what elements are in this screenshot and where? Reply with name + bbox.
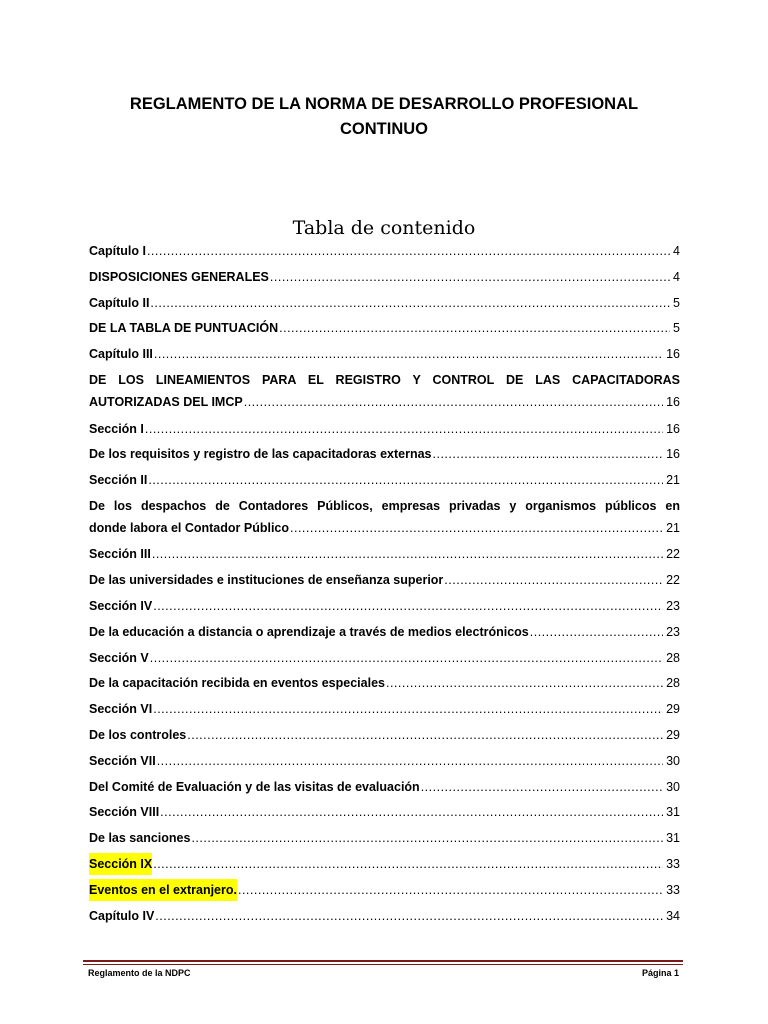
toc-page-number: 21: [666, 473, 680, 488]
toc-page-number: 21: [666, 520, 680, 535]
toc-entry[interactable]: [89, 750, 680, 772]
toc-entry-text: Sección I: [89, 421, 144, 436]
toc-page-number: 30: [666, 753, 680, 768]
toc-dot-leader: [191, 827, 663, 849]
toc-entry[interactable]: [89, 879, 680, 901]
toc-entry[interactable]: [89, 724, 680, 746]
toc-entry[interactable]: [89, 621, 680, 643]
toc-dot-leader: [150, 292, 670, 314]
toc-dot-leader: [386, 672, 663, 694]
toc-page-number: 23: [666, 599, 680, 613]
footer-rule-thick: [83, 960, 683, 962]
toc-dot-leader: [279, 317, 670, 339]
toc-page-number: 4: [673, 244, 680, 258]
toc-entry-text: De la capacitación recibida en eventos especiales: [89, 676, 385, 691]
document-title-line-1: REGLAMENTO DE LA NORMA DE DESARROLLO PROFESIONAL: [129, 95, 639, 113]
toc-entry[interactable]: [89, 801, 680, 823]
toc-page-number: 23: [666, 624, 680, 639]
toc-entry[interactable]: [89, 647, 680, 669]
toc-entry-text: Sección V: [89, 650, 149, 665]
toc-page-number: 5: [673, 295, 680, 310]
toc-entry-text: Sección VI: [89, 702, 153, 717]
toc-page-number: 5: [673, 321, 680, 336]
toc-dot-leader: [150, 647, 663, 669]
toc-entry[interactable]: [89, 292, 680, 314]
toc-page-number: 22: [666, 573, 680, 588]
toc-entry[interactable]: [89, 672, 680, 694]
toc-page-number: 33: [666, 857, 680, 871]
toc-dot-leader: [153, 595, 663, 617]
toc-entry[interactable]: [89, 776, 680, 798]
toc-entry[interactable]: [89, 443, 680, 465]
toc-entry[interactable]: [89, 469, 680, 491]
toc-entry-text: De las sanciones: [89, 831, 191, 846]
toc-dot-leader: [530, 621, 663, 643]
toc-page-number: 16: [666, 421, 680, 436]
toc-page-number: 29: [666, 702, 680, 717]
toc-entry-text: De los requisitos y registro de las capacitadoras externas: [89, 447, 432, 462]
toc-entry[interactable]: [89, 595, 680, 617]
toc-entry-text: Sección III: [89, 547, 151, 562]
toc-entry[interactable]: [89, 853, 680, 875]
toc-dot-leader: [152, 543, 663, 565]
toc-entry-text: Capítulo IV: [89, 908, 155, 923]
toc-page-number: 16: [666, 395, 680, 409]
toc-dot-leader: [433, 443, 664, 465]
toc-entry-text: AUTORIZADAS DEL IMCP: [89, 395, 243, 409]
toc-entry-text: De las universidades e instituciones de enseñanza superior: [89, 573, 444, 588]
toc-entry-text: DISPOSICIONES GENERALES: [89, 269, 269, 284]
toc-dot-leader: [154, 343, 663, 365]
toc-entry-text: DE LA TABLA DE PUNTUACIÓN: [89, 321, 279, 336]
toc-page-number: 28: [666, 676, 680, 691]
document-title: [90, 92, 678, 142]
toc-dot-leader: [444, 569, 663, 591]
toc-entry[interactable]: [89, 369, 680, 413]
toc-dot-leader: [157, 750, 663, 772]
toc-entry-text: Capítulo II: [89, 295, 150, 310]
toc-page-number: 30: [666, 779, 680, 794]
toc-entry-text: donde labora el Contador Público: [89, 520, 290, 535]
toc-page-number: 16: [666, 447, 680, 462]
toc-dot-leader: [421, 776, 663, 798]
toc-entry-text: De la educación a distancia o aprendizaje a través de medios electrónicos: [89, 624, 529, 639]
toc-page-number: 29: [666, 728, 680, 742]
toc-entry-text: Eventos en el extranjero.: [89, 879, 237, 901]
toc-entry[interactable]: [89, 543, 680, 565]
toc-entry-text: Capítulo I: [89, 244, 146, 258]
toc-page-number: 16: [666, 347, 680, 362]
toc-entry[interactable]: [89, 698, 680, 720]
toc-entry-text: Capítulo III: [89, 347, 153, 362]
toc-entry[interactable]: [89, 905, 680, 927]
toc-entry-text: Sección IX: [89, 853, 152, 875]
toc-entry-text: Sección VIII: [89, 805, 160, 820]
toc-dot-leader: [147, 240, 670, 262]
toc-entry[interactable]: [89, 240, 680, 262]
toc-dot-leader: [187, 724, 663, 746]
toc-page-number: 4: [673, 269, 680, 284]
toc-dot-leader: [153, 853, 663, 875]
toc-dot-leader: [244, 391, 663, 413]
footer-rule-thin: [83, 964, 683, 965]
toc-dot-leader: [160, 801, 663, 823]
toc-page-number: 34: [666, 908, 680, 923]
toc-dot-leader: [270, 266, 670, 288]
toc-dot-leader: [238, 879, 663, 901]
toc-entry[interactable]: [89, 343, 680, 365]
toc-entry[interactable]: [89, 495, 680, 539]
toc-page-number: 33: [666, 882, 680, 897]
toc-entry[interactable]: [89, 418, 680, 440]
toc-page-number: 31: [666, 805, 680, 820]
toc-entry-text: Sección VII: [89, 753, 156, 768]
toc-dot-leader: [148, 469, 663, 491]
toc-entry-text-line-1: De los despachos de Contadores Públicos, empresas privadas y organismos públicos en: [89, 498, 680, 513]
toc-entry[interactable]: [89, 317, 680, 339]
footer-document-name: Reglamento de la NDPC: [88, 968, 191, 978]
toc-heading: Tabla de contenido: [292, 217, 476, 239]
toc-entry-text: Sección IV: [89, 599, 153, 613]
toc-entry-text-line-1: DE LOS LINEAMIENTOS PARA EL REGISTRO Y CONTROL DE LAS CAPACITADORAS: [89, 373, 680, 387]
toc-page-number: 22: [666, 547, 680, 562]
toc-page-number: 28: [666, 650, 680, 665]
toc-entry-text: Del Comité de Evaluación y de las visitas de evaluación: [89, 779, 420, 794]
toc-dot-leader: [290, 517, 663, 539]
toc-dot-leader: [153, 698, 663, 720]
toc-entry[interactable]: [89, 569, 680, 591]
toc-entry[interactable]: [89, 266, 680, 288]
toc-dot-leader: [155, 905, 663, 927]
footer-page-number: Página 1: [641, 968, 679, 978]
toc-entry[interactable]: [89, 827, 680, 849]
toc-page-number: 31: [666, 831, 680, 846]
toc-entry-text: Sección II: [89, 473, 148, 488]
toc-entry-text: De los controles: [89, 728, 187, 742]
toc-dot-leader: [145, 418, 663, 440]
document-title-line-2: CONTINUO: [340, 120, 428, 138]
